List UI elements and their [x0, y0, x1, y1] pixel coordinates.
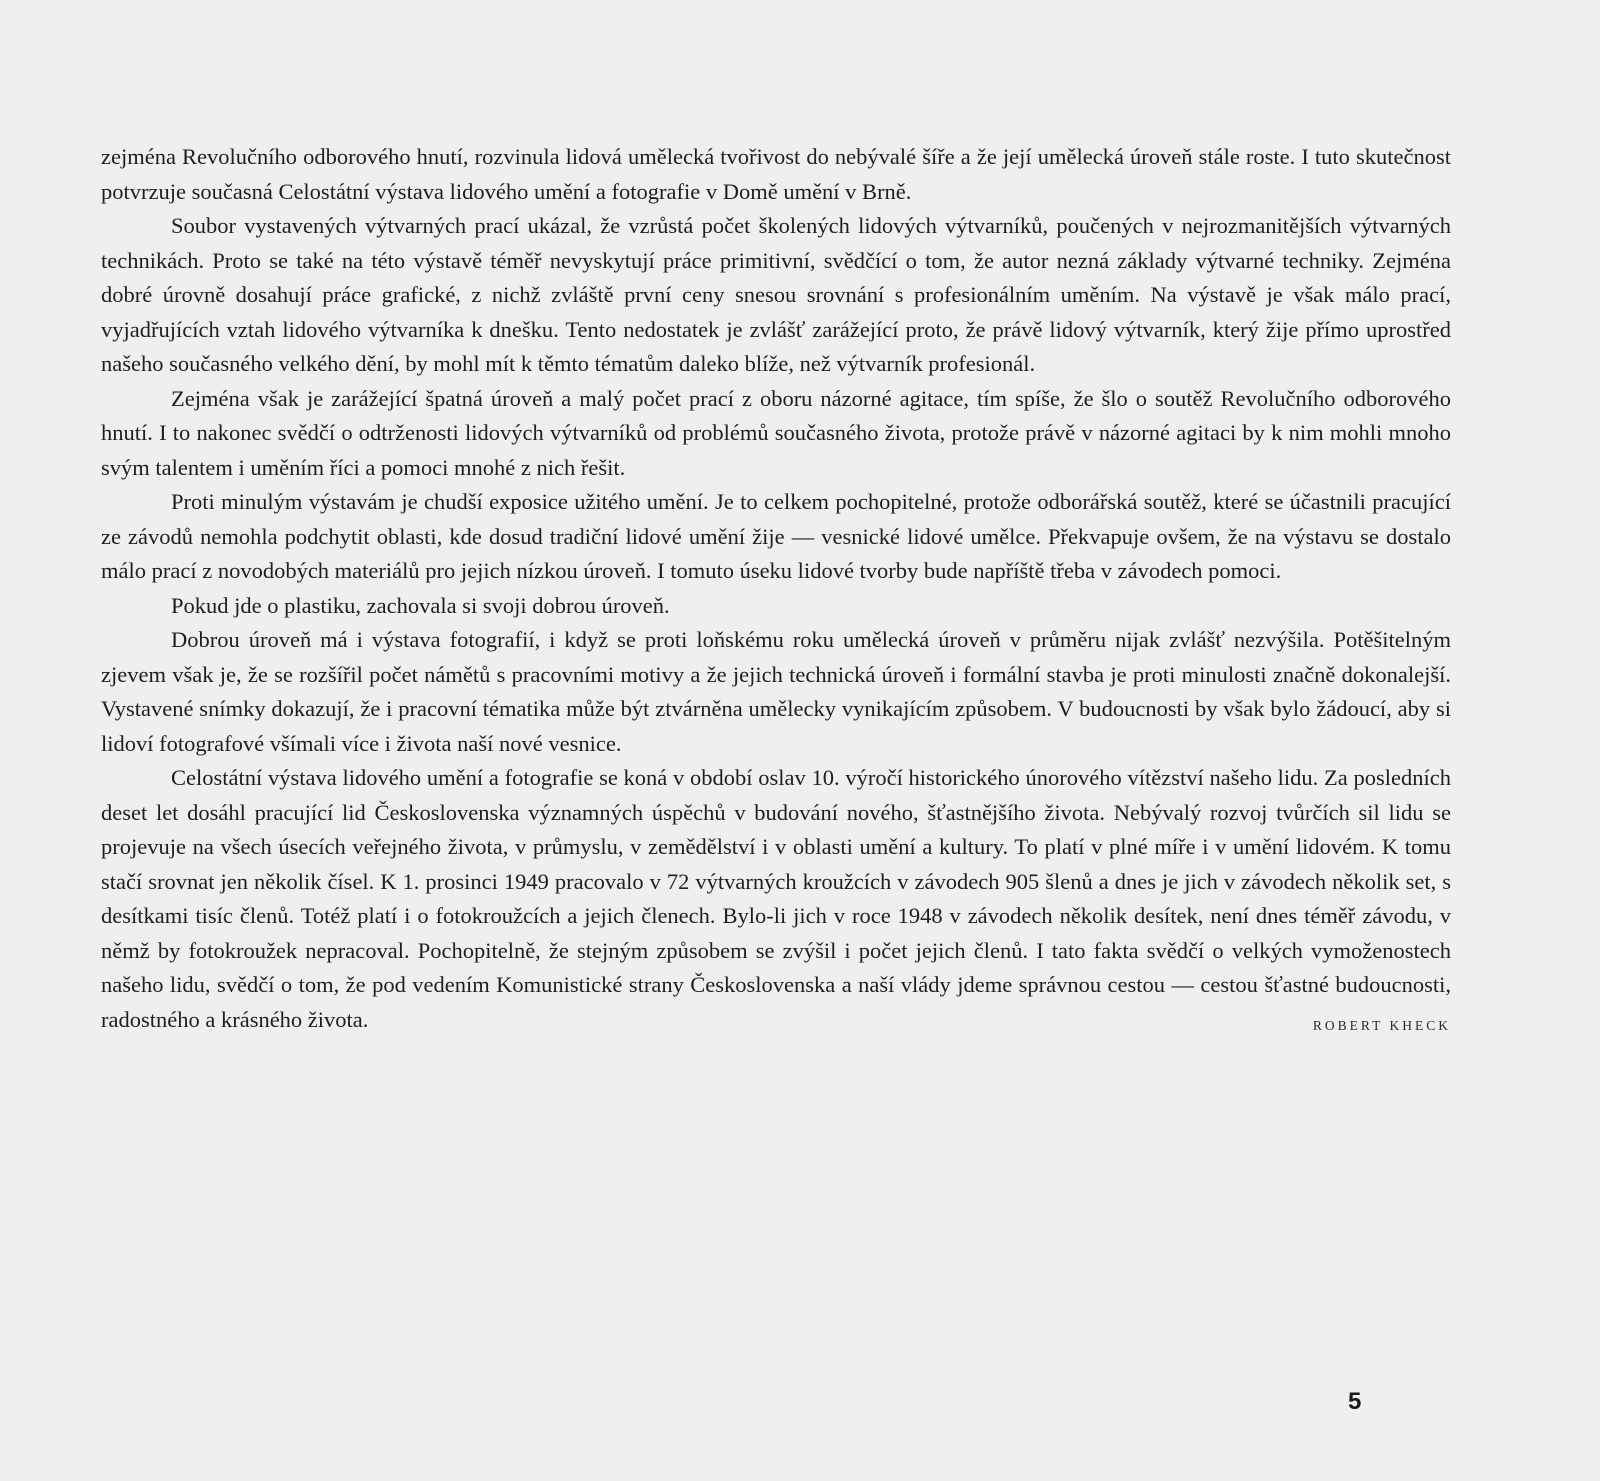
- paragraph-7: [101, 761, 1451, 1037]
- paragraph-5: Pokud jde o plastiku, zachovala si svoji dobrou úroveň.: [171, 592, 670, 618]
- author-signature: ROBERT KHECK: [1312, 1017, 1451, 1033]
- paragraph-3: Zejména však je zarážející špatná úroveň a malý počet prací z oboru názorné agitace, tím spíše, že šlo o soutěž Revolučního odborového hnutí. I to nakonec svědčí o odtrženosti lidových výtvarníků od problémů současného života, protože právě v názorné agitaci by k nim mohli mnoho svým talentem i uměním říci a pomoci mnohé z nich řešit.: [101, 385, 1451, 480]
- article-body: [101, 140, 1451, 1043]
- paragraph-4: Proti minulým výstavám je chudší exposice užitého umění. Je to celkem pochopitelné, protože odborářská soutěž, které se účastnili pracující ze závodů nemohla podchytit oblasti, kde dosud tradiční lidové umění žije — vesnické lidové umělce. Překvapuje ovšem, že na výstavu se dostalo málo prací z novodobých materiálů pro jejich nízkou úroveň. I tomuto úseku lidové tvorby bude napříště třeba v závodech pomoci.: [101, 489, 1451, 583]
- paragraph-2: Soubor vystavených výtvarných prací ukázal, že vzrůstá počet školených lidových výtvarníků, poučených v nejrozmanitějších výtvarných technikách. Proto se také na této výstavě téměř nevyskytují práce primitivní, svědčící o tom, že autor nezná základy výtvarné techniky. Zejména dobré úrovně dosahují práce grafické, z nichž zvláště první ceny snesou srovnání s profesionálním uměním. Na výstavě je však málo prací, vyjadřujících vztah lidového výtvarníka k dnešku. Tento nedostatek je zvlášť zarážející proto, že právě lidový výtvarník, který žije přímo uprostřed našeho současného velkého dění, by mohl mít k těmto tématům daleko blíže, než výtvarník profesionál.: [101, 213, 1451, 376]
- page-number: 5: [1348, 1388, 1362, 1415]
- paragraph-6: Dobrou úroveň má i výstava fotografií, i když se proti loňskému roku umělecká úroveň v průměru nijak zvlášť nezvýšila. Potěšitelným zjevem však je, že se rozšířil počet námětů s pracovními motivy a že jejich technická úroveň i formální stavba je proti minulosti značně dokonalejší. Vystavené snímky dokazují, že i pracovní tématika může být ztvárněna umělecky vynikajícím způsobem. V budoucnosti by však bylo žádoucí, aby si lidoví fotografové všímali více i života naší nové vesnice.: [101, 627, 1451, 756]
- paragraph-7-text: Celostátní výstava lidového umění a fotografie se koná v období oslav 10. výročí historického únorového vítězství našeho lidu. Za posledních deset let dosáhl pracující lid Československa významných úspěchů v budování nového, šťastnějšího života. Nebývalý rozvoj tvůrčích sil lidu se projevuje na všech úsecích veřejného života, v průmyslu, v zemědělství i v oblasti umění a kultury. To platí v plné míře i v umění lidovém. K tomu stačí srovnat jen několik čísel. K 1. prosinci 1949 pracovalo v 72 výtvarných kroužcích v závodech 905 šlenů a dnes je jich v závodech několik set, s desítkami tisíc členů. Totéž platí i o fotokroužcích a jejich členech. Bylo-li jich v roce 1948 v závodech několik desítek, není dnes téměř závodu, v němž by fotokroužek nepracoval. Pochopitelně, že stejným způsobem se zvýšil i počet jejich členů. I tato fakta svědčí o velkých vymoženostech našeho lidu, svědčí o tom, že pod vedením Komunistické strany Československa a naší vlády jdeme správnou cestou — cestou šťastné budoucnosti, radostného a krásného života.: [101, 765, 1451, 1032]
- paragraph-1: zejména Revolučního odborového hnutí, rozvinula lidová umělecká tvořivost do nebývalé šíře a že její umělecká úroveň stále roste. I tuto skutečnost potvrzuje současná Celostátní výstava lidového umění a fotografie v Domě umění v Brně.: [101, 144, 1451, 204]
